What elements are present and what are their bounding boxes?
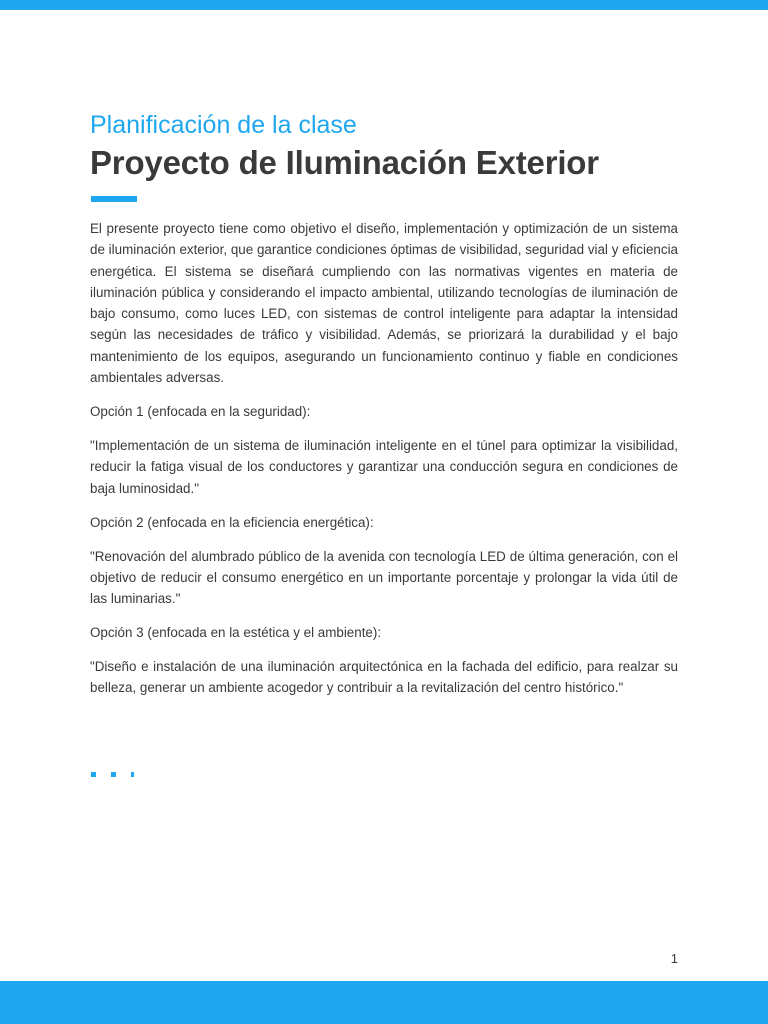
page-title: Proyecto de Iluminación Exterior (90, 144, 599, 181)
option-3-text: "Diseño e instalación de una iluminación arquitectónica en la fachada del edificio, para realzar su belleza, generar un ambiente acogedor y contribuir a la revitalización del centro histórico." (90, 659, 678, 696)
option-1-text: "Implementación de un sistema de iluminación inteligente en el túnel para optimizar la visibilidad, reducir la fatiga visual de los conductores y garantizar una conducción segura en condiciones de baja luminosidad." (90, 438, 678, 496)
top-accent-bar (0, 0, 768, 10)
dot-icon (111, 772, 116, 777)
page-content (90, 108, 678, 711)
decorative-dots (91, 772, 141, 778)
bottom-accent-bar (0, 981, 768, 1024)
option-1-heading: Opción 1 (enfocada en la seguridad): (90, 404, 311, 420)
page-number: 1 (670, 951, 678, 966)
intro-paragraph: El presente proyecto tiene como objetivo el diseño, implementación y optimización de un sistema de iluminación exterior, que garantice condiciones óptimas de visibilidad, seguridad vial y eficiencia energética. El sistema se diseñará cumpliendo con las normativas vigentes en materia de iluminación pública y considerando el impacto ambiental, utilizando tecnologías de iluminación de bajo consumo, como luces LED, con sistemas de control inteligente para adaptar la intensidad según las necesidades de tráfico y visibilidad. Además, se priorizará la durabilidad y el bajo mantenimiento de los equipos, asegurando un funcionamiento continuo y fiable en condiciones ambientales adversas. (90, 221, 678, 386)
option-2-heading: Opción 2 (enfocada en la eficiencia energética): (90, 514, 374, 530)
option-3-heading: Opción 3 (enfocada en la estética y el ambiente): (90, 625, 382, 641)
body-text (90, 218, 678, 699)
dot-icon (131, 772, 134, 777)
option-2-text: "Renovación del alumbrado público de la avenida con tecnología LED de última generación, con el objetivo de reducir el consumo energético en un importante porcentaje y prolongar la vida útil de las luminarias." (90, 548, 678, 607)
page-kicker: Planificación de la clase (90, 111, 357, 139)
dot-icon (91, 772, 96, 777)
title-underline (91, 196, 137, 202)
